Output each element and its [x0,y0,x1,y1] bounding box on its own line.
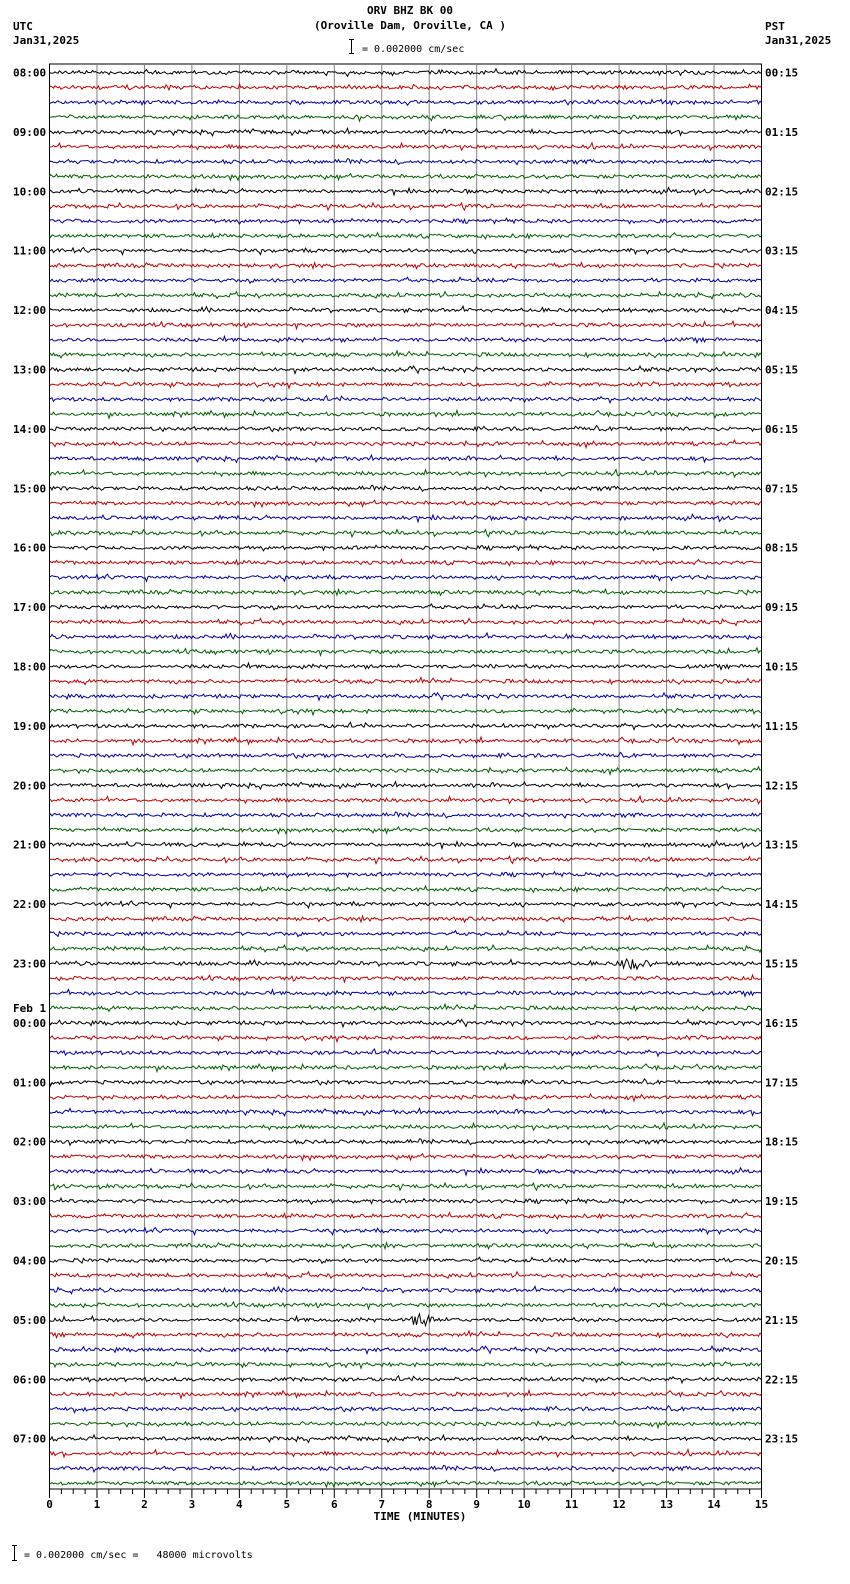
utc-hour-label: 10:00 [13,185,47,199]
x-tick-label: 3 [188,1498,196,1511]
pst-hour-label: 00:15 [765,66,799,80]
utc-hour-label: 16:00 [13,541,47,555]
right-timezone: PST [765,20,785,33]
scale-bar-cap-bottom [349,53,354,54]
x-tick-label: 6 [330,1498,338,1511]
trace-row [50,485,762,491]
trace-row [50,693,762,700]
x-tick-label: 1 [93,1498,101,1511]
x-tick-label: 11 [565,1498,579,1511]
trace-row [50,351,762,358]
utc-hour-label: 02:00 [13,1135,47,1149]
trace-row [50,84,762,90]
trace-row [50,1302,762,1309]
left-date: Jan31,2025 [13,34,80,47]
trace-row [50,530,762,537]
trace-row [50,545,762,551]
x-axis-label: TIME (MINUTES) [373,1510,467,1523]
trace-row [50,188,762,195]
trace-row [50,1035,762,1042]
utc-hour-label: 05:00 [13,1313,47,1327]
trace-row [50,115,762,121]
pst-hour-label: 18:15 [765,1135,799,1149]
trace-row [50,589,762,595]
pst-hour-label: 15:15 [765,957,799,971]
footer-scale-icon [14,1545,15,1560]
trace-row [50,1064,762,1072]
trace-row [50,856,762,863]
utc-hour-label: 00:00 [13,1016,47,1030]
trace-row [50,975,762,982]
trace-row [50,426,762,432]
trace-row [50,69,762,77]
pst-hour-label: 11:15 [765,719,799,733]
trace-row [50,218,762,224]
trace-row [50,1450,762,1457]
trace-row [50,812,762,818]
scale-bar-icon [351,39,352,53]
x-tick-label: 13 [659,1498,674,1511]
x-tick-label: 2 [141,1498,148,1511]
pst-hour-label: 17:15 [765,1076,799,1090]
trace-row [50,306,762,313]
trace-row [50,959,762,969]
trace-row [50,1079,762,1086]
trace-row [50,1286,762,1293]
trace-row [50,1094,762,1101]
trace-row [50,1421,762,1428]
trace-row [50,663,762,670]
trace-row [50,1004,762,1011]
pst-hour-label: 13:15 [765,838,799,852]
trace-row [50,143,762,151]
trace-row [50,1183,762,1190]
trace-row [50,470,762,478]
trace-row [50,1228,762,1235]
pst-hour-label: 07:15 [765,482,799,496]
utc-hour-label: 21:00 [13,838,47,852]
trace-row [50,1020,762,1027]
trace-row [50,128,762,135]
trace-row [50,1314,762,1326]
pst-hour-label: 14:15 [765,898,799,912]
trace-row [50,752,762,758]
pst-hour-label: 06:15 [765,422,799,436]
utc-hour-label: 22:00 [13,898,47,912]
trace-row [50,827,762,834]
trace-row [50,1213,762,1219]
trace-row [50,366,762,373]
trace-row [50,410,762,418]
trace-row [50,159,762,165]
trace-row [50,782,762,789]
utc-hour-label: 23:00 [13,957,47,971]
footer-calibration: = 0.002000 cm/sec = 48000 microvolts [24,1550,253,1561]
trace-row [50,1198,762,1204]
trace-row [50,500,762,507]
x-tick-label: 12 [612,1498,626,1511]
trace-row [50,916,762,922]
trace-row [50,633,762,640]
trace-row [50,722,762,729]
utc-hour-label: 06:00 [13,1373,47,1387]
utc-hour-label: 20:00 [13,779,47,793]
utc-hour-label: 18:00 [13,660,47,674]
trace-row [50,396,762,403]
pst-hour-label: 20:15 [765,1254,799,1268]
trace-row [50,1243,762,1249]
pst-hour-label: 09:15 [765,601,799,615]
utc-hour-label: 14:00 [13,422,47,436]
trace-row [50,945,762,952]
trace-row [50,1331,762,1338]
trace-row [50,648,762,656]
x-tick-label: 14 [707,1498,721,1511]
pst-hour-label: 02:15 [765,185,799,199]
trace-row [50,1123,762,1130]
trace-row [50,737,762,745]
trace-row [50,574,762,581]
utc-hour-label: 04:00 [13,1254,47,1268]
trace-row [50,708,762,715]
x-tick-label: 5 [283,1498,291,1511]
trace-row [50,321,762,329]
pst-hour-label: 21:15 [765,1313,799,1327]
trace-row [50,174,762,181]
station-location: (Oroville Dam, Oroville, CA ) [313,19,507,32]
pst-hour-label: 05:15 [765,363,799,377]
trace-row [50,455,762,462]
pst-hour-label: 01:15 [765,125,799,139]
trace-row [50,1466,762,1472]
trace-row [50,1346,762,1353]
scale-bar-cap-top [349,39,354,40]
trace-row [50,1154,762,1161]
utc-hour-label: 12:00 [13,304,47,318]
pst-hour-label: 03:15 [765,244,799,258]
trace-row [50,277,762,283]
pst-hour-label: 16:15 [765,1016,799,1030]
trace-row [50,1435,762,1442]
utc-hour-label: 03:00 [13,1195,47,1209]
trace-row [50,336,762,343]
pst-hour-label: 04:15 [765,304,799,318]
trace-row [50,1362,762,1369]
utc-hour-label: 09:00 [13,125,47,139]
trace-row [50,886,762,892]
x-tick-label: 0 [46,1498,53,1511]
trace-row [50,604,762,610]
trace-row [50,618,762,625]
trace-row [50,931,762,937]
utc-hour-label: 08:00 [13,66,47,80]
station-title: ORV BHZ BK 00 [366,4,454,17]
trace-row [50,559,762,565]
trace-row [50,1376,762,1383]
trace-row [50,1139,762,1145]
scale-label: = 0.002000 cm/sec [362,44,465,55]
x-tick-label: 7 [378,1498,386,1511]
trace-row [50,233,762,239]
x-tick-label: 4 [236,1498,243,1511]
pst-hour-label: 08:15 [765,541,799,555]
utc-hour-label: 07:00 [13,1432,47,1446]
utc-hour-label: 19:00 [13,719,47,733]
pst-hour-label: 22:15 [765,1373,799,1387]
utc-hour-label: 01:00 [13,1076,47,1090]
trace-row [50,263,762,269]
trace-row [50,292,762,299]
trace-row [50,203,762,210]
trace-row [50,440,762,448]
utc-hour-label: 17:00 [13,601,47,615]
trace-row [50,100,762,106]
trace-row [50,1480,762,1487]
trace-row [50,1108,762,1115]
footer-scale-cap-bottom [12,1560,17,1561]
trace-row [50,796,762,804]
trace-row [50,678,762,685]
x-tick-label: 9 [473,1498,481,1511]
right-date: Jan31,2025 [765,34,832,47]
x-tick-label: 8 [425,1498,433,1511]
trace-row [50,514,762,521]
trace-row [50,1049,762,1056]
trace-row [50,841,762,848]
plot-frame [50,64,762,1489]
trace-row [50,1406,762,1413]
trace-row [50,382,762,389]
trace-row [50,989,762,996]
left-timezone: UTC [13,20,33,33]
trace-row [50,767,762,775]
utc-hour-label: 11:00 [13,244,47,258]
date-change-label: Feb 1 [13,1001,47,1015]
utc-hour-label: 15:00 [13,482,47,496]
pst-hour-label: 23:15 [765,1432,799,1446]
trace-row [50,901,762,908]
pst-hour-label: 19:15 [765,1195,799,1209]
footer-scale-cap-top [12,1545,17,1546]
trace-row [50,872,762,878]
trace-row [50,1391,762,1399]
trace-row [50,1272,762,1279]
x-tick-label: 10 [517,1498,531,1511]
utc-hour-label: 13:00 [13,363,47,377]
x-tick-label: 15 [754,1498,769,1511]
pst-hour-label: 10:15 [765,660,799,674]
trace-row [50,248,762,255]
trace-row [50,1257,762,1263]
trace-row [50,1168,762,1175]
pst-hour-label: 12:15 [765,779,799,793]
